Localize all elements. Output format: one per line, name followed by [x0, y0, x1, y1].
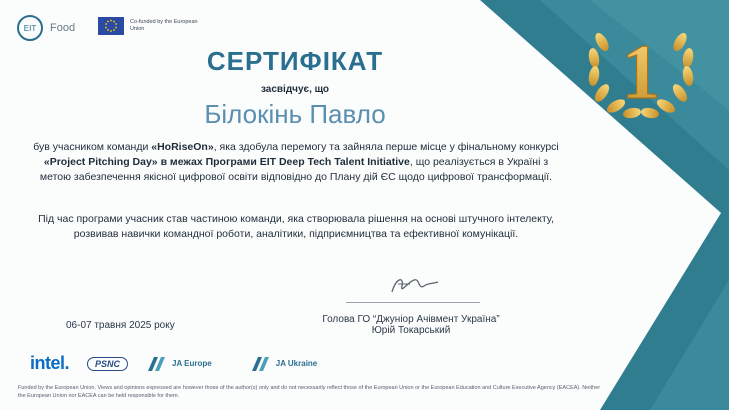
ja-europe-logo: JA Europe: [146, 355, 232, 373]
funding-disclaimer: Funded by the European Union. Views and opinions expressed are however those of the author(s) only and do not necessarily reflect those of the European Union or the European Education and Culture Executive Agency (EACEA). Neither the European Union nor EACEA can be held responsible for them.: [18, 385, 601, 399]
eit-food-label: Food: [50, 22, 76, 34]
signature-icon: [384, 272, 444, 298]
first-place-medal-icon: [580, 12, 702, 130]
certificate-title: СЕРТИФІКАТ: [206, 46, 384, 76]
svg-text:EIT: EIT: [23, 24, 37, 33]
eu-flag-icon: [98, 17, 124, 35]
ja-ukraine-logo: JA Ukraine: [250, 355, 318, 373]
eit-logo-icon: [16, 14, 44, 42]
signer-name: Юрій Токарський: [371, 325, 451, 336]
achievement-paragraph: був учасником команди «HoRiseOn», яка здобула перемогу та зайняла перше місце у фінальному конкурсі «Project Pitching Day» в межах Програми EIT Deep Tech Talent Initiative, що реалізується в Україні з метою забезпечення якісної цифрової освіти відповідно до Плану дій ЄС щодо цифрової трансформації.: [33, 141, 559, 183]
ja-europe-icon: [146, 355, 168, 373]
psnc-logo: PSNC: [87, 357, 128, 371]
partner-logos: [30, 353, 317, 374]
eu-cofunded-logo: [98, 17, 210, 35]
signature-line: [346, 302, 480, 303]
signer-title: Голова ГО “Джуніор Ачівмент Україна”: [322, 314, 500, 325]
certificate-subtitle: засвідчує, що: [260, 84, 330, 95]
intel-logo: intel.: [30, 353, 70, 373]
svg-text:1: 1: [621, 28, 661, 115]
program-name: «Project Pitching Day» в межах Програми EIT Deep Tech Talent Initiative: [43, 156, 410, 168]
eu-cofunded-text: Co-funded by the European Union: [130, 19, 198, 32]
signer-block: [286, 314, 536, 336]
recipient-name: Білокінь Павло: [204, 99, 386, 129]
eit-food-logo: [16, 14, 75, 42]
ja-ukraine-icon: [250, 355, 272, 373]
skills-paragraph: Під час програми учасник став частиною команди, яка створювала рішення на основі штучного інтелекту, розвивав навички командної роботи, аналітики, підприємництва та ефективної комунікації.: [38, 213, 554, 240]
team-name: «HoRiseOn»: [151, 141, 214, 153]
certificate-date: 06-07 травня 2025 року: [66, 320, 175, 331]
